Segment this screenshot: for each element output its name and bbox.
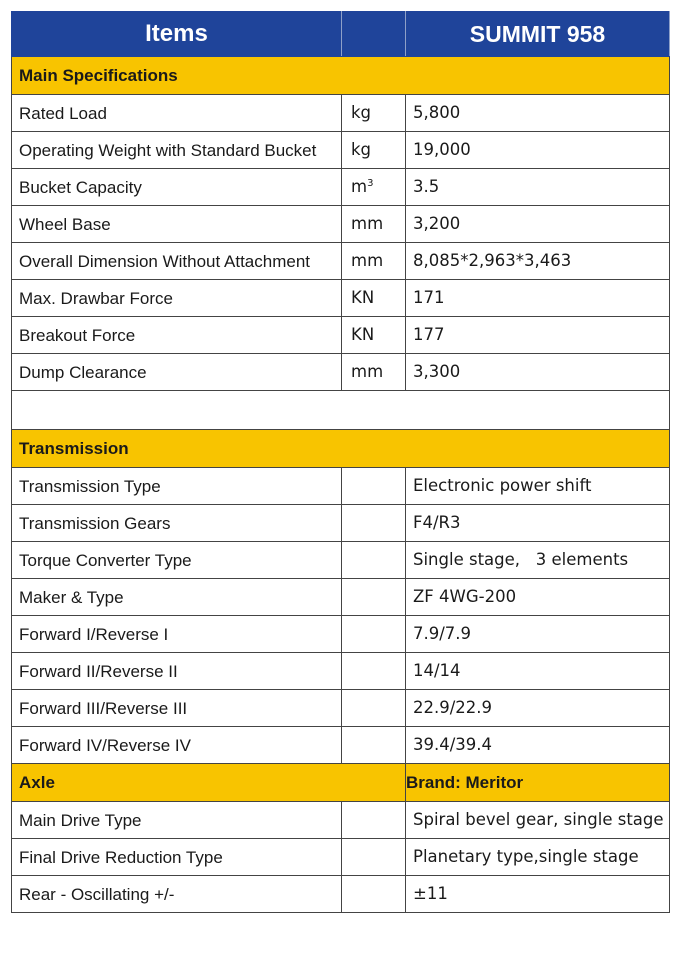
- item-label: Overall Dimension Without Attachment: [12, 243, 342, 280]
- item-label: Transmission Gears: [12, 505, 342, 542]
- value-cell: 5,800: [406, 95, 670, 132]
- value-cell: Electronic power shift: [406, 468, 670, 505]
- value-cell: 3.5: [406, 169, 670, 206]
- unit-cell: kg: [342, 132, 406, 169]
- table-row: [12, 616, 670, 653]
- unit-cell: [342, 468, 406, 505]
- value-cell: ±11: [406, 876, 670, 913]
- value-cell: 177: [406, 317, 670, 354]
- table-row: [12, 95, 670, 132]
- item-label: Dump Clearance: [12, 354, 342, 391]
- value-cell: 3,200: [406, 206, 670, 243]
- value-cell: 8,085*2,963*3,463: [406, 243, 670, 280]
- value-cell: ZF 4WG-200: [406, 579, 670, 616]
- table-row: [12, 132, 670, 169]
- items-header: Items: [12, 12, 342, 57]
- unit-cell: kg: [342, 95, 406, 132]
- table-row: [12, 653, 670, 690]
- item-label: Max. Drawbar Force: [12, 280, 342, 317]
- table-row: [12, 206, 670, 243]
- table-row: [12, 579, 670, 616]
- value-cell: 7.9/7.9: [406, 616, 670, 653]
- item-label: Main Drive Type: [12, 802, 342, 839]
- unit-base: m: [351, 176, 368, 196]
- unit-cell: [342, 839, 406, 876]
- unit-cell: KN: [342, 280, 406, 317]
- item-label: Forward I/Reverse I: [12, 616, 342, 653]
- item-label: Wheel Base: [12, 206, 342, 243]
- table-row: [12, 839, 670, 876]
- table-row: [12, 354, 670, 391]
- table-row: [12, 505, 670, 542]
- table-row: [12, 317, 670, 354]
- table-row: [12, 280, 670, 317]
- item-label: Breakout Force: [12, 317, 342, 354]
- axle-brand: Brand: Meritor: [406, 764, 670, 802]
- section-main-specifications: [12, 57, 670, 95]
- item-label: Maker & Type: [12, 579, 342, 616]
- unit-cell: [342, 876, 406, 913]
- model-header: SUMMIT 958: [406, 12, 670, 57]
- item-label: Bucket Capacity: [12, 169, 342, 206]
- table-row: [12, 802, 670, 839]
- spec-table: [11, 11, 670, 913]
- item-label: Forward II/Reverse II: [12, 653, 342, 690]
- table-row: [12, 542, 670, 579]
- item-label: Torque Converter Type: [12, 542, 342, 579]
- item-label: Forward III/Reverse III: [12, 690, 342, 727]
- item-label: Operating Weight with Standard Bucket: [12, 132, 342, 169]
- unit-cell: KN: [342, 317, 406, 354]
- value-cell: Single stage, 3 elements: [406, 542, 670, 579]
- value-cell: 3,300: [406, 354, 670, 391]
- item-label: Rear - Oscillating +/-: [12, 876, 342, 913]
- value-cell: 171: [406, 280, 670, 317]
- unit-cell: [342, 653, 406, 690]
- section-axle: [12, 764, 670, 802]
- unit-cell: [342, 616, 406, 653]
- header-row: [12, 12, 670, 57]
- unit-cell: [342, 505, 406, 542]
- section-title: Axle: [12, 764, 406, 802]
- blank-cell: [12, 391, 670, 430]
- table-row: [12, 876, 670, 913]
- table-row: [12, 727, 670, 764]
- value-cell: Spiral bevel gear, single stage: [406, 802, 670, 839]
- section-transmission: [12, 430, 670, 468]
- unit-cell: [342, 579, 406, 616]
- unit-superscript: 3: [367, 177, 374, 189]
- item-label: Final Drive Reduction Type: [12, 839, 342, 876]
- value-cell: 19,000: [406, 132, 670, 169]
- unit-cell: [342, 169, 406, 206]
- item-label: Forward IV/Reverse IV: [12, 727, 342, 764]
- unit-cell: [342, 727, 406, 764]
- value-cell: 22.9/22.9: [406, 690, 670, 727]
- unit-cell: [342, 802, 406, 839]
- table-row: [12, 243, 670, 280]
- unit-cell: [342, 542, 406, 579]
- value-cell: Planetary type,single stage: [406, 839, 670, 876]
- table-row: [12, 468, 670, 505]
- item-label: Rated Load: [12, 95, 342, 132]
- section-title: Transmission: [12, 430, 670, 468]
- unit-cell: mm: [342, 354, 406, 391]
- value-cell: F4/R3: [406, 505, 670, 542]
- value-cell: 14/14: [406, 653, 670, 690]
- section-title: Main Specifications: [12, 57, 670, 95]
- blank-spacer-row: [12, 391, 670, 430]
- unit-cell: mm: [342, 243, 406, 280]
- unit-cell: mm: [342, 206, 406, 243]
- table-row: [12, 169, 670, 206]
- value-cell: 39.4/39.4: [406, 727, 670, 764]
- unit-cell: [342, 690, 406, 727]
- item-label: Transmission Type: [12, 468, 342, 505]
- unit-header: [342, 12, 406, 57]
- table-row: [12, 690, 670, 727]
